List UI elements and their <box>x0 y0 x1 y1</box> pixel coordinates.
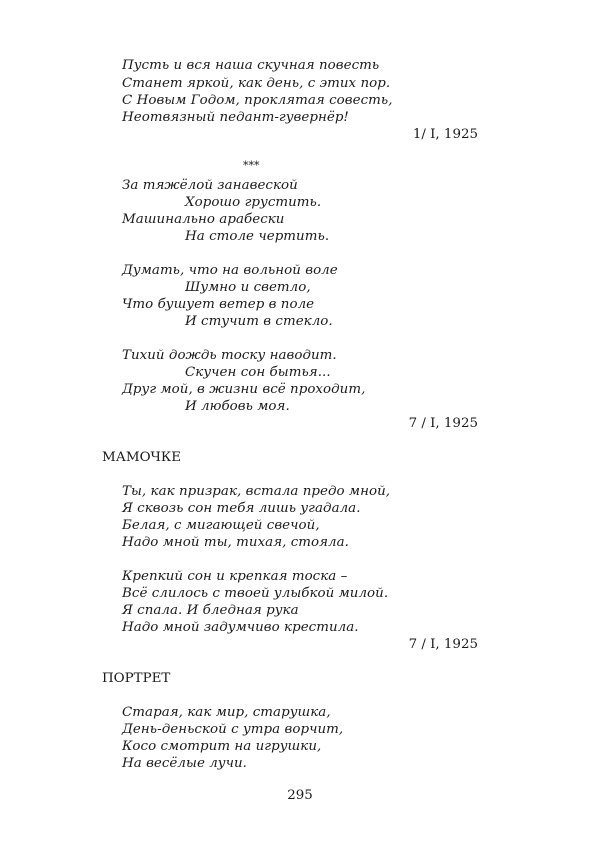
poem-line: Хорошо грустить. <box>185 195 322 210</box>
poem-line: На весёлые лучи. <box>122 756 247 771</box>
page-number: 295 <box>287 788 313 803</box>
poem-line: День-деньской с утра ворчит, <box>122 722 344 737</box>
poem-date: 1/ I, 1925 <box>412 127 478 142</box>
poem-line: Станет яркой, как день, с этих пор. <box>122 76 391 91</box>
poem-line: Надо мной задумчиво крестила. <box>122 620 359 635</box>
poem-line: За тяжёлой занавеской <box>122 178 298 193</box>
poem-line: Скучен сон бытья... <box>185 365 331 380</box>
poem-title: ПОРТРЕТ <box>102 671 171 686</box>
poem-date: 7 / I, 1925 <box>408 637 478 652</box>
poem-line: И стучит в стекло. <box>185 314 333 329</box>
poem-line: Тихий дождь тоску наводит. <box>122 348 337 363</box>
poem-line: Косо смотрит на игрушки, <box>122 739 322 754</box>
poem-line: Думать, что на вольной воле <box>122 263 338 278</box>
poem-line: Шумно и светло, <box>185 280 311 295</box>
poem-line: И любовь моя. <box>185 399 290 414</box>
poem-date: 7 / I, 1925 <box>408 416 478 431</box>
poem-line: С Новым Годом, проклятая совесть, <box>122 93 393 108</box>
poem-line: Белая, с мигающей свечой, <box>122 518 320 533</box>
poem-line: Старая, как мир, старушка, <box>122 705 331 720</box>
poem-line: Я сквозь сон тебя лишь угадала. <box>122 501 361 516</box>
poem-line: Неотвязный педант-гувернёр! <box>122 110 349 125</box>
poem-line: Что бушует ветер в поле <box>122 297 315 312</box>
poem-title: МАМОЧКЕ <box>102 450 182 465</box>
poem-line: Друг мой, в жизни всё проходит, <box>122 382 366 397</box>
poem-line: Крепкий сон и крепкая тоска – <box>122 569 348 584</box>
poem-line: Пусть и вся наша скучная повесть <box>122 58 380 73</box>
poem-separator: *** <box>243 159 260 172</box>
poem-line: Машинально арабески <box>122 212 285 227</box>
poem-line: На столе чертить. <box>185 229 330 244</box>
poem-line: Надо мной ты, тихая, стояла. <box>122 535 349 550</box>
poem-line: Всё слилось с твоей улыбкой милой. <box>122 586 389 601</box>
poem-line: Я спала. И бледная рука <box>122 603 299 618</box>
poem-line: Ты, как призрак, встала предо мной, <box>122 484 391 499</box>
